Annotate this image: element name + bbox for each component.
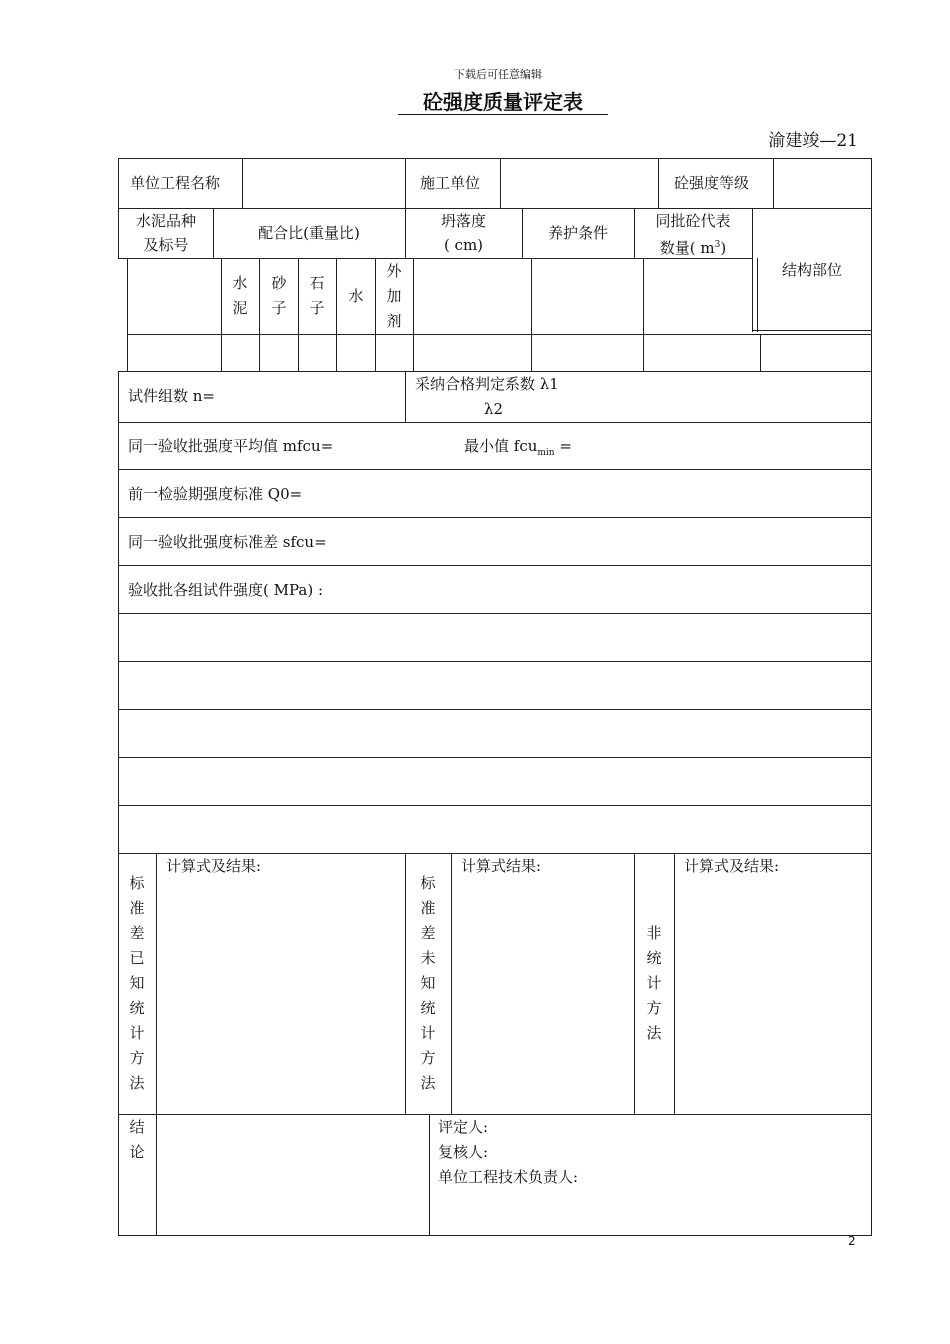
lambda2-label: λ2 <box>484 400 504 418</box>
prev-std-label: 前一检验期强度标准 Q0= <box>128 485 303 503</box>
project-name-label: 单位工程名称 <box>130 174 221 192</box>
construction-unit-label: 施工单位 <box>420 174 481 192</box>
batch-qty-label-2: 数量( $m^3$) <box>659 239 727 257</box>
slump-label-2: ( cm) <box>443 236 484 254</box>
std-dev-label: 同一验收批强度标准差 sfcu= <box>128 533 327 551</box>
mix-sand-label: 砂 子 <box>271 274 287 317</box>
page-number: 2 <box>848 1234 856 1248</box>
specimen-strength-label: 验收批各组试件强度( MPa) : <box>128 581 324 599</box>
group-count-label: 试件组数 n= <box>128 387 215 405</box>
structure-label: 结构部位 <box>781 261 842 279</box>
lambda1-label: 采纳合格判定系数 λ1 <box>415 375 559 393</box>
known-calc-label: 计算式及结果: <box>166 857 262 875</box>
non-stat-calc-label: 计算式及结果: <box>684 857 780 875</box>
reviewer-label: 复核人: <box>438 1143 489 1161</box>
batch-qty-label-1: 同批砼代表 <box>655 212 731 230</box>
min-strength-label: 最小值 fcu$_{min}$ = <box>464 437 572 458</box>
cement-type-label-1: 水泥品种 <box>135 212 196 230</box>
unknown-calc-label: 计算式结果: <box>461 857 542 875</box>
download-note: 下载后可任意编辑 <box>454 68 542 81</box>
form-title: 砼强度质量评定表 <box>398 90 608 115</box>
non-stat-method-label: 非 统 计 方 法 <box>646 924 662 1042</box>
mix-ratio-label: 配合比(重量比) <box>258 224 360 242</box>
known-std-method-label: 标 准 差 已 知 统 计 方 法 <box>129 874 145 1092</box>
conclusion-label: 结 论 <box>129 1118 145 1161</box>
slump-label-1: 坍落度 <box>440 212 486 230</box>
unknown-std-method-label: 标 准 差 未 知 统 计 方 法 <box>420 874 436 1092</box>
evaluator-label: 评定人: <box>438 1118 489 1136</box>
mix-admixture-label: 外 加 剂 <box>386 262 402 330</box>
cement-type-label-2: 及标号 <box>143 236 189 254</box>
mix-water-label: 水 <box>348 287 364 305</box>
form-number: 渝建竣—21 <box>768 131 858 151</box>
mix-cement-label: 水 泥 <box>232 274 248 317</box>
mix-stone-label: 石 子 <box>309 274 325 317</box>
mean-strength-label: 同一验收批强度平均值 mfcu= <box>128 437 334 455</box>
curing-label: 养护条件 <box>547 224 608 242</box>
tech-lead-label: 单位工程技术负责人: <box>438 1168 579 1186</box>
strength-grade-label: 砼强度等级 <box>674 174 750 192</box>
